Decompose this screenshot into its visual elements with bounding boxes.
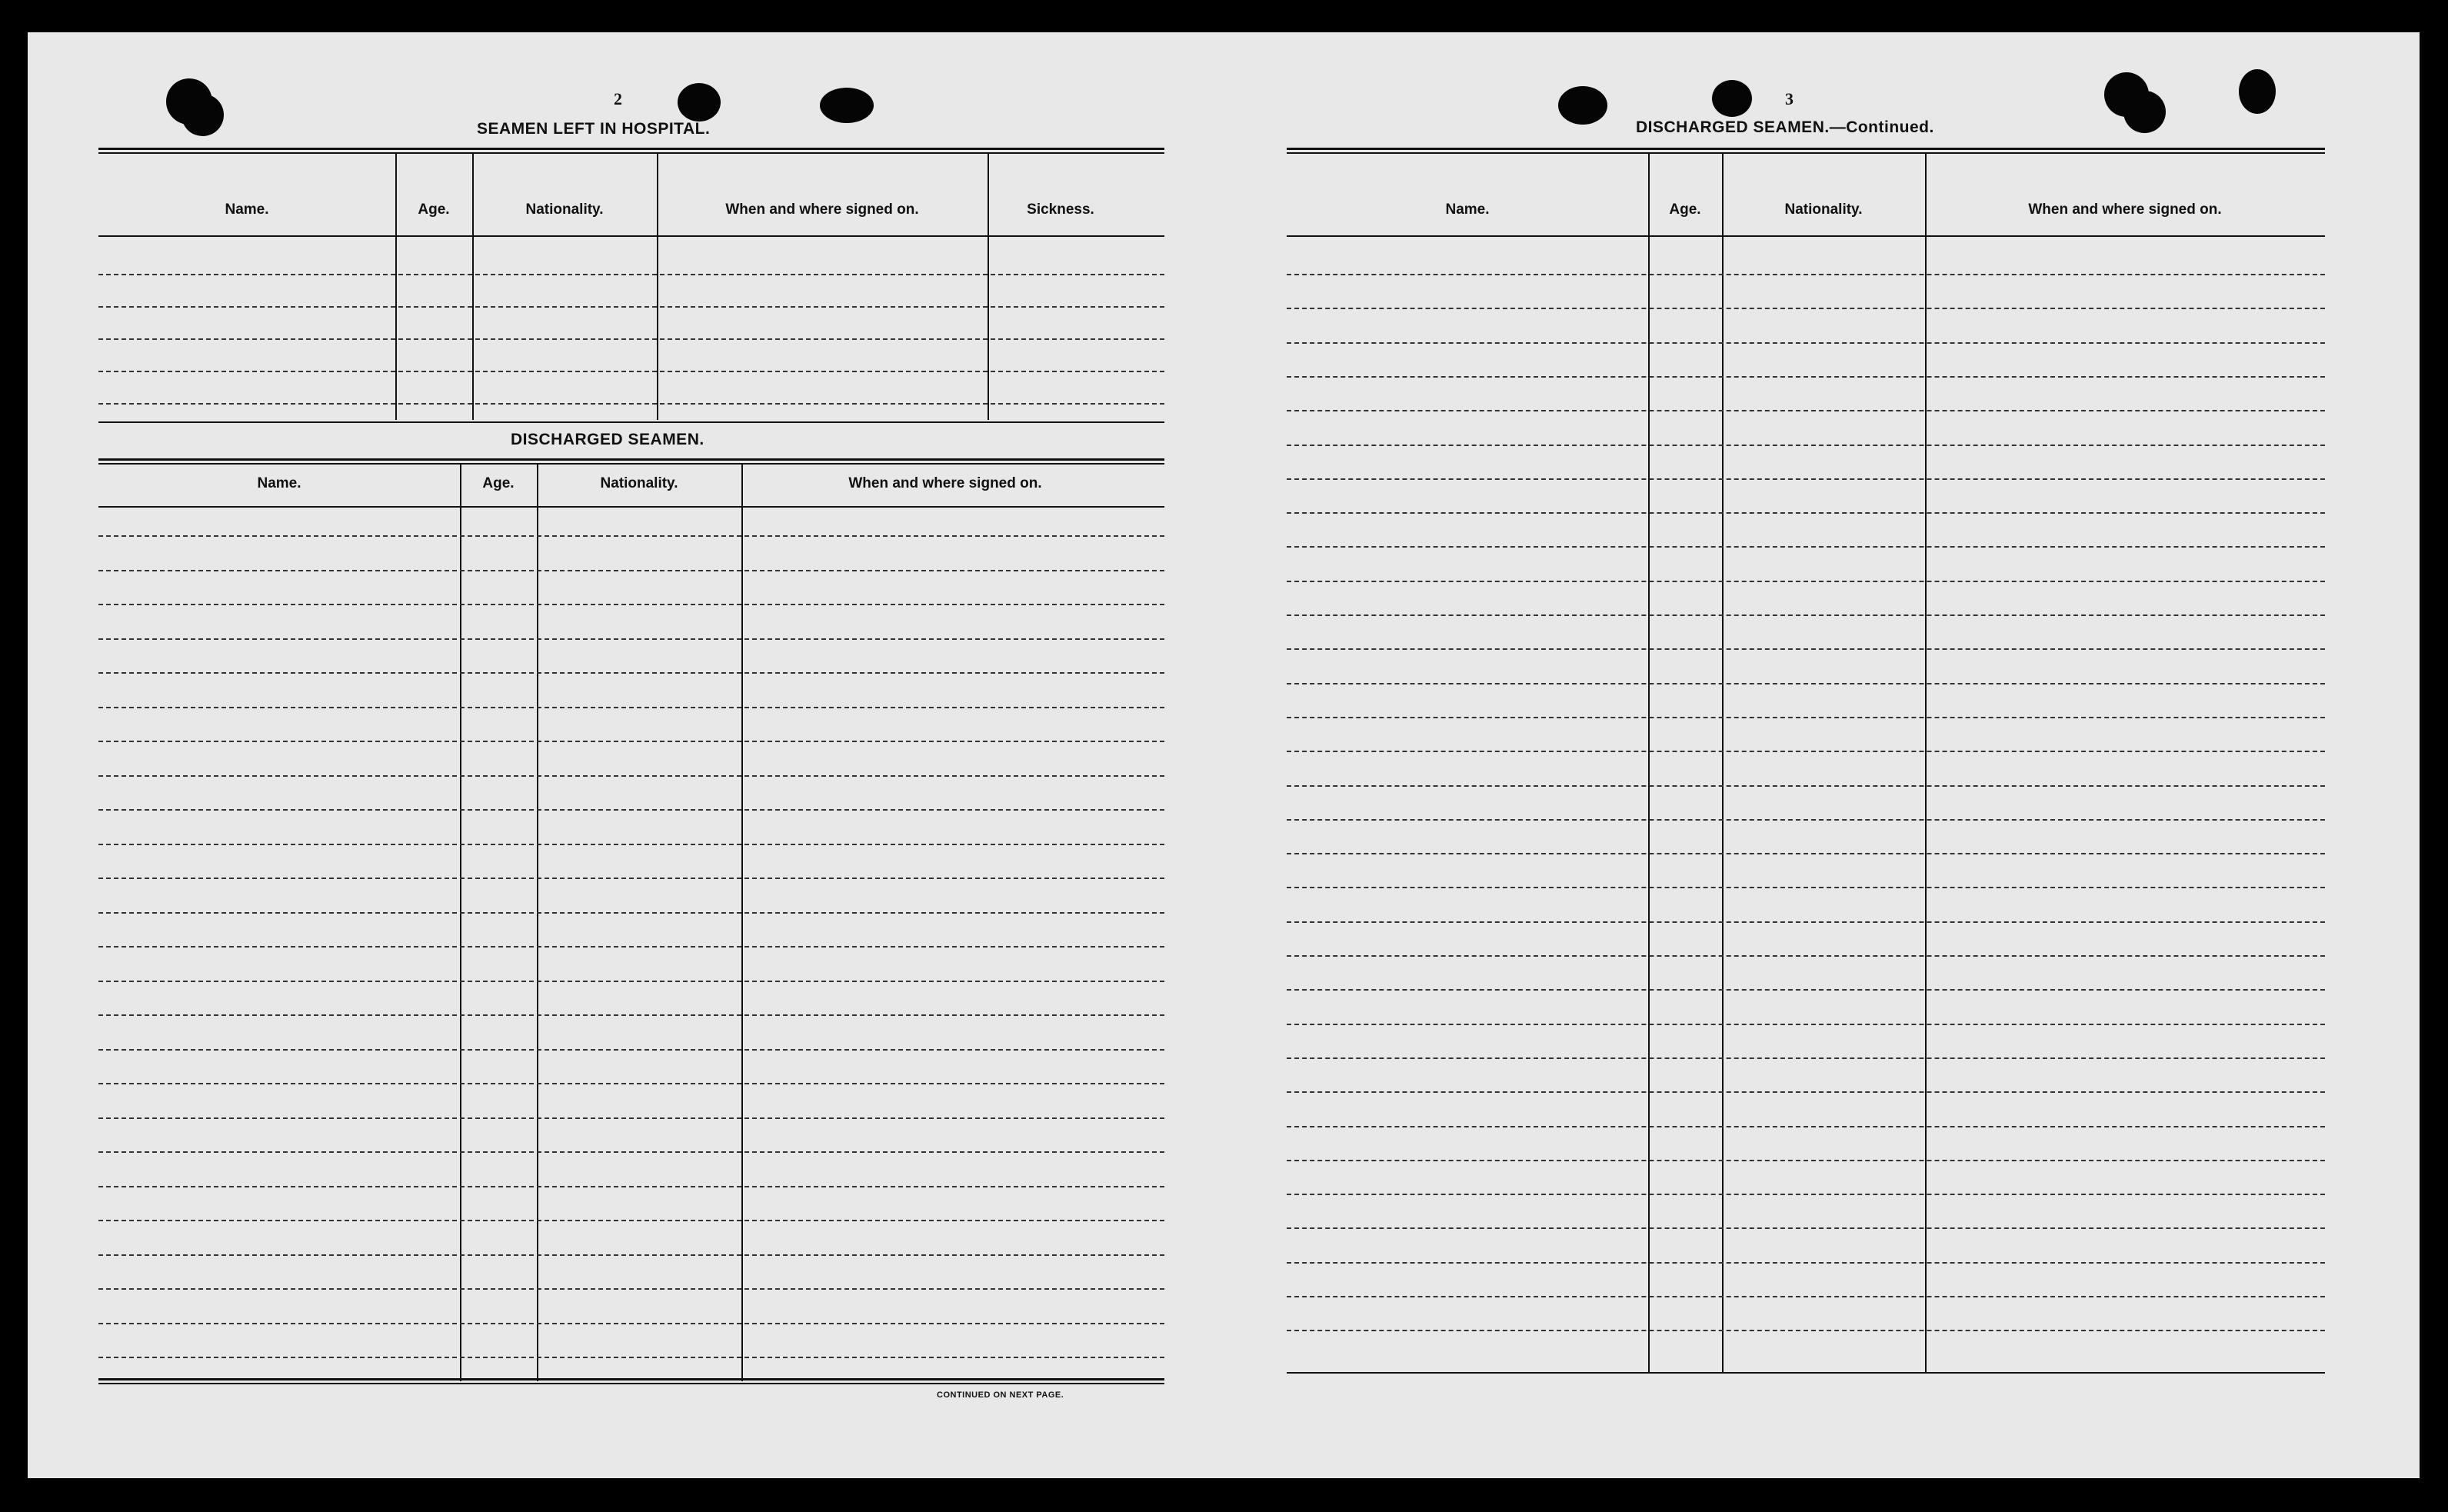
entry-line: [1287, 1160, 2325, 1161]
entry-line: [98, 338, 1164, 340]
discharged-continued-table: [1287, 148, 2325, 1424]
entry-line: [98, 1186, 1164, 1187]
entry-line: [1287, 410, 2325, 411]
left-page: [28, 32, 1224, 1478]
entry-line: [1287, 683, 2325, 684]
entry-line: [98, 1357, 1164, 1358]
entry-line: [1287, 1126, 2325, 1127]
entry-line: [98, 306, 1164, 308]
entry-line: [1287, 887, 2325, 888]
entry-line: [98, 844, 1164, 845]
page-number: 2: [614, 89, 622, 108]
entry-line: [1287, 1330, 2325, 1331]
entry-line: [1287, 1091, 2325, 1093]
entry-line: [98, 535, 1164, 537]
entry-line: [98, 1151, 1164, 1153]
entry-line: [98, 1288, 1164, 1290]
entry-line: [1287, 853, 2325, 854]
table-bottom-rule: [98, 1378, 1164, 1384]
entry-line: [1287, 274, 2325, 275]
entry-lines: [1287, 148, 2325, 1378]
entry-line: [1287, 785, 2325, 787]
entry-line: [98, 1117, 1164, 1119]
entry-lines: [98, 458, 1164, 1381]
entry-line: [1287, 717, 2325, 718]
entry-line: [1287, 512, 2325, 514]
entry-line: [1287, 921, 2325, 923]
entry-line: [98, 878, 1164, 879]
column-header-when-where: When and where signed on.: [848, 475, 1042, 491]
entry-line: [1287, 546, 2325, 548]
discharged-table: [98, 458, 1164, 1427]
entry-line: [1287, 376, 2325, 378]
entry-line: [1287, 1194, 2325, 1195]
entry-line: [1287, 955, 2325, 957]
entry-line: [1287, 581, 2325, 582]
entry-line: [98, 274, 1164, 275]
column-divider: [657, 154, 658, 420]
entry-line: [1287, 751, 2325, 752]
column-header-nationality: Nationality.: [600, 475, 678, 491]
entry-line: [98, 707, 1164, 708]
column-divider: [395, 154, 397, 420]
entry-line: [1287, 478, 2325, 480]
entry-line: [1287, 308, 2325, 309]
column-header-nationality: Nationality.: [525, 201, 604, 218]
column-header-sickness: Sickness.: [1027, 201, 1094, 218]
entry-line: [1287, 1227, 2325, 1229]
column-divider: [988, 154, 989, 420]
entry-line: [98, 809, 1164, 811]
entry-line: [98, 775, 1164, 777]
entry-line: [1287, 614, 2325, 616]
entry-line: [1287, 1296, 2325, 1297]
table-bottom-rule: [98, 421, 1164, 423]
column-header-name: Name.: [1445, 201, 1490, 218]
entry-line: [98, 672, 1164, 674]
column-header-age: Age.: [1669, 201, 1701, 218]
column-header-age: Age.: [482, 475, 515, 491]
entry-line: [98, 1220, 1164, 1221]
table-top-rule: [98, 148, 1164, 154]
entry-line: [98, 570, 1164, 571]
entry-line: [1287, 819, 2325, 821]
column-divider: [472, 154, 474, 420]
hospital-section-title: SEAMEN LEFT IN HOSPITAL.: [477, 120, 711, 138]
entry-line: [1287, 342, 2325, 344]
document-spread: [28, 32, 2420, 1478]
entry-line: [98, 981, 1164, 982]
hospital-table: [98, 148, 1164, 455]
header-bottom-rule: [98, 235, 1164, 237]
continued-footnote: CONTINUED ON NEXT PAGE.: [937, 1390, 1064, 1400]
entry-line: [98, 1083, 1164, 1084]
entry-line: [1287, 1024, 2325, 1025]
entry-line: [1287, 648, 2325, 650]
entry-line: [1287, 1057, 2325, 1059]
column-header-name: Name.: [225, 201, 269, 218]
entry-line: [98, 946, 1164, 947]
entry-line: [98, 912, 1164, 914]
column-header-name: Name.: [257, 475, 301, 491]
entry-line: [98, 1323, 1164, 1324]
entry-line: [98, 403, 1164, 405]
entry-line: [98, 1254, 1164, 1256]
entry-line: [1287, 445, 2325, 446]
entry-line: [1287, 989, 2325, 991]
column-header-age: Age.: [418, 201, 450, 218]
discharged-section-title: DISCHARGED SEAMEN.: [511, 431, 704, 448]
entry-line: [98, 371, 1164, 372]
entry-line: [98, 741, 1164, 742]
entry-line: [98, 604, 1164, 605]
entry-line: [98, 1014, 1164, 1016]
entry-line: [98, 638, 1164, 640]
page-number: 3: [1785, 89, 1794, 108]
entry-line: [1287, 1262, 2325, 1264]
column-header-nationality: Nationality.: [1784, 201, 1863, 218]
discharged-continued-title: DISCHARGED SEAMEN.—Continued.: [1636, 118, 1934, 136]
table-bottom-rule: [1287, 1372, 2325, 1374]
entry-line: [98, 1049, 1164, 1051]
column-header-when-where: When and where signed on.: [2028, 201, 2222, 218]
column-header-when-where: When and where signed on.: [725, 201, 919, 218]
right-page: [1224, 32, 2420, 1478]
